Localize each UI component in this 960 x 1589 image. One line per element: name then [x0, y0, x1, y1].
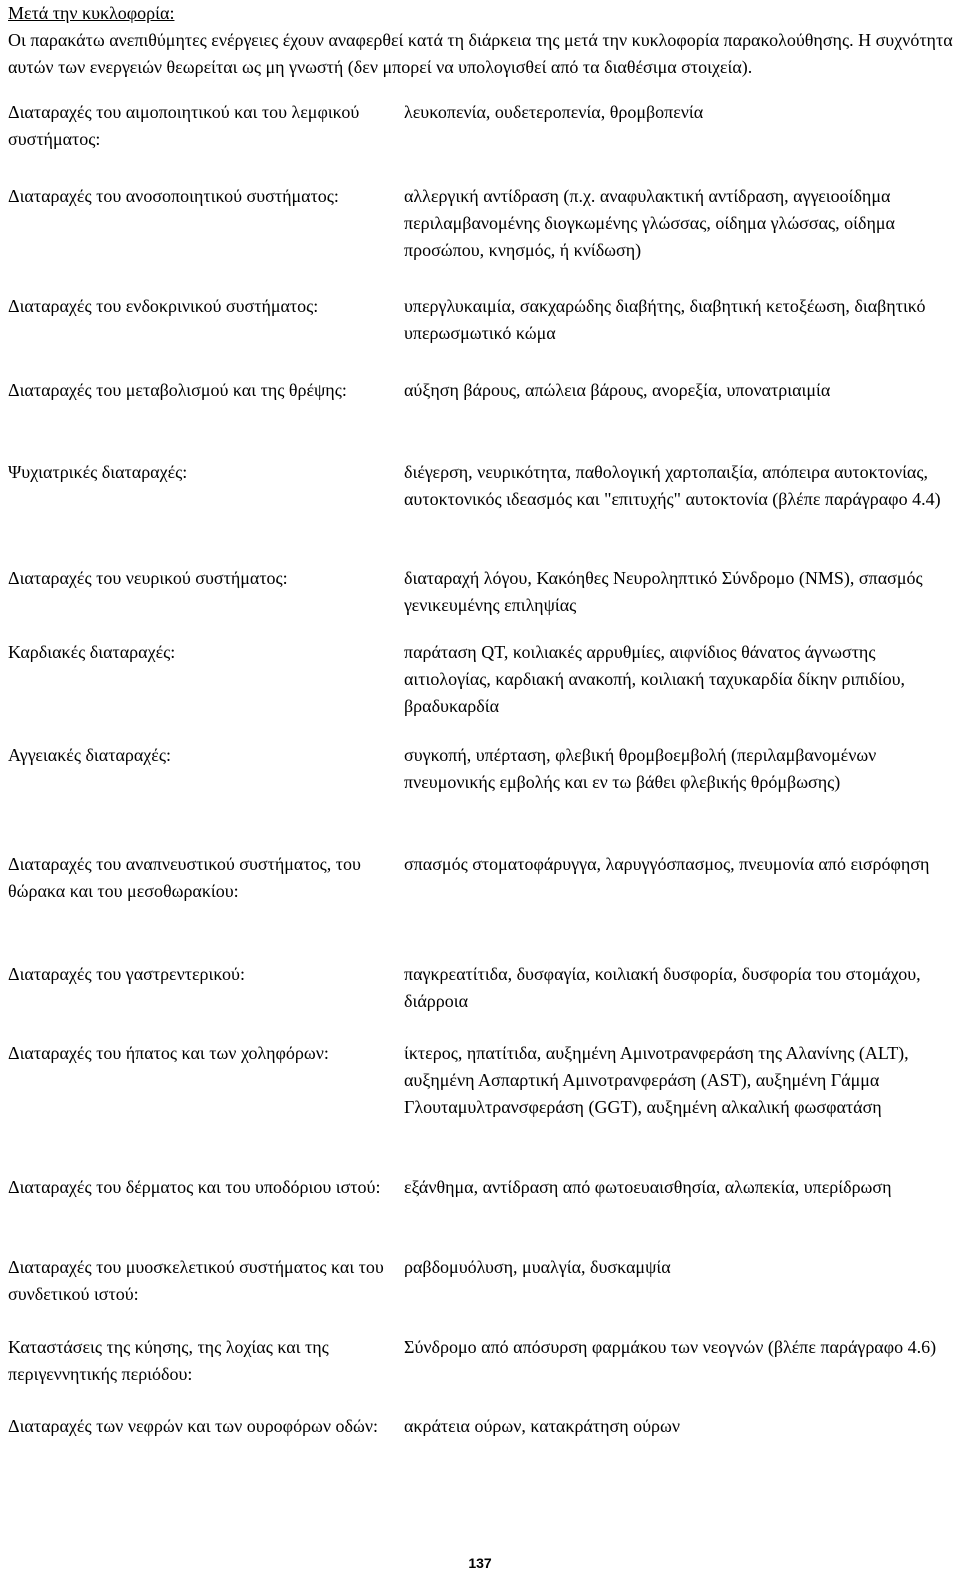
list-item: [8, 742, 956, 851]
reactions-text: διέγερση, νευρικότητα, παθολογική χαρτοπαιξία, απόπειρα αυτοκτονίας, αυτοκτονικός ιδεασμός και "επιτυχής" αυτοκτονία (βλέπε παράγραφο 4.4): [404, 462, 941, 509]
reactions-text: αύξηση βάρους, απώλεια βάρους, ανορεξία, υπονατριαιμία: [404, 380, 831, 400]
list-item: [8, 961, 956, 1040]
section-heading: Μετά την κυκλοφορία:: [8, 3, 175, 23]
list-item: [8, 183, 956, 293]
list-item: [8, 565, 956, 639]
organ-class-label: Διαταραχές του ήπατος και των χοληφόρων:: [8, 1043, 329, 1063]
organ-class-label: Διαταραχές του γαστρεντερικού:: [8, 964, 245, 984]
organ-class-label: Διαταραχές του αναπνευστικού συστήματος, του θώρακα και του μεσοθωρακίου:: [8, 854, 361, 901]
organ-class-label: Διαταραχές του ανοσοποιητικού συστήματος:: [8, 186, 339, 206]
organ-class-label: Διαταραχές του ενδοκρινικού συστήματος:: [8, 296, 319, 316]
reactions-text: παγκρεατίτιδα, δυσφαγία, κοιλιακή δυσφορία, δυσφορία του στομάχου, διάρροια: [404, 964, 921, 1011]
reactions-text: Σύνδρομο από απόσυρση φαρμάκου των νεογνών (βλέπε παράγραφο 4.6): [404, 1337, 937, 1357]
reactions-text: εξάνθημα, αντίδραση από φωτοευαισθησία, αλωπεκία, υπερίδρωση: [404, 1177, 892, 1197]
list-item: [8, 1040, 956, 1174]
list-item: [8, 639, 956, 742]
reactions-text: υπεργλυκαιμία, σακχαρώδης διαβήτης, διαβητική κετοξέωση, διαβητικό υπερωσμωτικό κώμα: [404, 296, 926, 343]
organ-class-label: Διαταραχές του μυοσκελετικού συστήματος και του συνδετικού ιστού:: [8, 1257, 384, 1304]
list-item: [8, 1334, 956, 1413]
list-item: [8, 99, 956, 183]
reactions-text: λευκοπενία, ουδετεροπενία, θρομβοπενία: [404, 102, 704, 122]
reactions-text: ακράτεια ούρων, κατακράτηση ούρων: [404, 1416, 680, 1436]
reactions-text: ραβδομυόλυση, μυαλγία, δυσκαμψία: [404, 1257, 671, 1277]
list-item: [8, 1174, 956, 1254]
list-item: [8, 293, 956, 377]
organ-class-label: Διαταραχές των νεφρών και των ουροφόρων οδών:: [8, 1416, 379, 1436]
organ-class-label: Διαταραχές του αιμοποιητικού και του λεμφικού συστήματος:: [8, 102, 360, 149]
organ-class-label: Καρδιακές διαταραχές:: [8, 642, 176, 662]
reactions-text: σπασμός στοματοφάρυγγα, λαρυγγόσπασμος, πνευμονία από εισρόφηση: [404, 854, 930, 874]
list-item: [8, 459, 956, 565]
list-item: [8, 1413, 956, 1473]
reactions-text: αλλεργική αντίδραση (π.χ. αναφυλακτική αντίδραση, αγγειοοίδημα περιλαμβανομένης διογκωμένης γλώσσας, οίδημα γλώσσας, οίδημα προσώπου, κνησμός, ή κνίδωση): [404, 186, 895, 260]
list-item: [8, 1254, 956, 1334]
adverse-reactions-list: [8, 99, 956, 1473]
organ-class-label: Διαταραχές του νευρικού συστήματος:: [8, 568, 288, 588]
organ-class-label: Αγγειακές διαταραχές:: [8, 745, 171, 765]
organ-class-label: Καταστάσεις της κύησης, της λοχίας και της περιγεννητικής περιόδου:: [8, 1337, 329, 1384]
page-number: 137: [468, 1555, 492, 1571]
organ-class-label: Διαταραχές του δέρματος και του υποδόριου ιστού:: [8, 1177, 381, 1197]
intro-paragraph: Οι παρακάτω ανεπιθύμητες ενέργειες έχουν αναφερθεί κατά τη διάρκεια της μετά την κυκλοφορία παρακολούθησης. Η συχνότητα αυτών των ενεργειών θεωρείται ως μη γνωστή (δεν μπορεί να υπολογισθεί από τα διαθέσιμα στοιχεία).: [8, 30, 953, 77]
reactions-text: διαταραχή λόγου, Κακόηθες Νευροληπτικό Σύνδρομο (NMS), σπασμός γενικευμένης επιληψίας: [404, 568, 923, 615]
organ-class-label: Διαταραχές του μεταβολισμού και της θρέψης:: [8, 380, 347, 400]
reactions-text: παράταση QT, κοιλιακές αρρυθμίες, αιφνίδιος θάνατος άγνωστης αιτιολογίας, καρδιακή ανακοπή, κοιλιακή ταχυκαρδία δίκην ριπιδίου, βραδυκαρδία: [404, 642, 906, 716]
reactions-text: συγκοπή, υπέρταση, φλεβική θρομβοεμβολή (περιλαμβανομένων πνευμονικής εμβολής και εν τω βάθει φλεβικής θρόμβωσης): [404, 745, 877, 792]
list-item: [8, 377, 956, 459]
reactions-text: ίκτερος, ηπατίτιδα, αυξημένη Αμινοτρανφεράση της Αλανίνης (ALT), αυξημένη Ασπαρτική Αμινοτρανφεράση (AST), αυξημένη Γάμμα Γλουταμυλτρανσφεράση (GGT), αυξημένη αλκαλική φωσφατάση: [404, 1043, 909, 1117]
document-page: [8, 0, 956, 1473]
organ-class-label: Ψυχιατρικές διαταραχές:: [8, 462, 188, 482]
list-item: [8, 851, 956, 961]
